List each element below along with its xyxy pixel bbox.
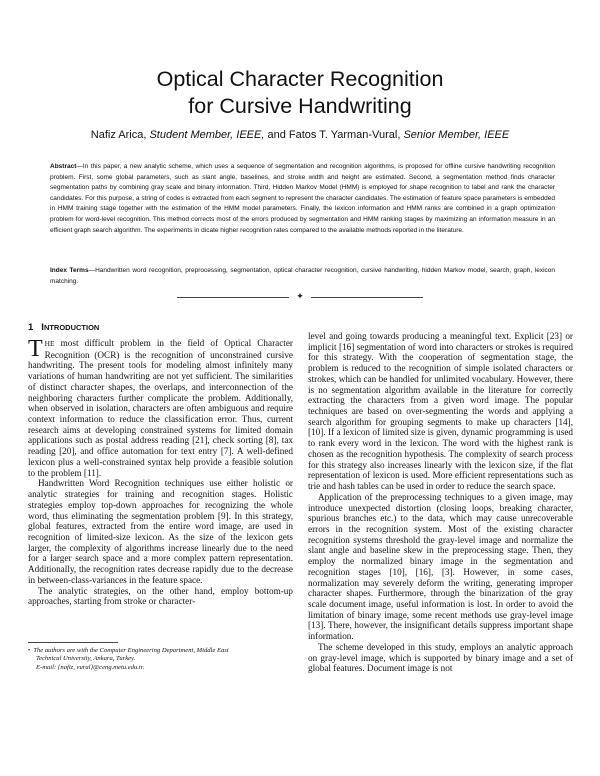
author-list bbox=[0, 129, 600, 141]
drop-cap: T bbox=[28, 336, 43, 362]
index-terms-text: —Handwritten word recognition, preprocessing, segmentation, optical character recognition, cursive handwriting, hidden Markov model, search, graph, lexicon matching. bbox=[50, 267, 556, 285]
index-terms bbox=[50, 266, 555, 287]
right-paragraph-3: The scheme developed in this study, employs an analytic approach on gray-level image, which is supported by binary image and a set of global features. Document image is not bbox=[308, 641, 573, 674]
left-column bbox=[28, 338, 293, 607]
footnote-line-3: E-mail: {nafiz, vural}@ceng.metu.edu.tr. bbox=[36, 663, 145, 671]
footnote-bullet: • bbox=[28, 647, 31, 654]
section-heading bbox=[28, 322, 99, 333]
abstract-label: Abstract bbox=[50, 163, 77, 170]
left-paragraph-1 bbox=[28, 338, 293, 478]
footnote-text-1: The authors are with the Computer Engineering Department, Middle East bbox=[33, 647, 229, 654]
right-paragraph-1: level and going towards producing a meaningful text. Explicit [23] or implicit [16] segmentation of word into characters or strokes is required for this strategy. With the cooperation of segmentation stage, the problem is reduced to the recognition of simple isolated characters or strokes, which can be handled for unlimited vocabulary. However, there is no segmentation algorithm available in the literature for correctly extracting the characters from a given word image. The popular techniques are based on over-segmenting the words and applying a search algorithm for grouping segments to make up characters [14], [10]. If a lexicon of limited size is given, dynamic programming is used to rank every word in the lexicon. The word with the highest rank is chosen as the recognition hypothesis. The complexity of search process for this strategy also increases linearly with the lexicon size, if the flat representation of lexicon is used. More efficient representations such as trie and hash tables can be used in order to reduce the search space. bbox=[308, 331, 573, 492]
footnote-line-1 bbox=[28, 647, 293, 655]
title-line-1: Optical Character Recognition bbox=[156, 67, 444, 91]
title-line-2: for Cursive Handwriting bbox=[188, 94, 412, 118]
author-2-role: Senior Member, IEEE bbox=[403, 129, 510, 141]
drop-cap-continuation: HE bbox=[44, 339, 55, 348]
author-connector: and bbox=[267, 129, 286, 141]
right-paragraph-2: Application of the preprocessing techniques to a given image, may introduce unexpected distortion (closing loops, breaking character, spurious branches etc.) to the data, which may cause unrecoverable errors in the recognition system. Most of the existing character recognition systems threshold the gray-level image and normalize the slant angle and baseline skew in the preprocessing stage. Then, they employ the normalized binary image in the segmentation and recognition stages [10], [16], [3]. However, in some cases, normalization may severely deform the writing, generating improper character shapes. Furthermore, through the binarization of the gray scale document image, useful information is lost. In order to avoid the limitation of binary image, some recent methods use gray-level image [13]. There, however, the insignificant details suppress important shape information. bbox=[308, 491, 573, 642]
author-1-name: Nafiz Arica, bbox=[90, 129, 147, 141]
abstract bbox=[50, 162, 555, 236]
footnote-line-2: Technical University, Ankara, Turkey. bbox=[36, 655, 136, 663]
left-paragraph-2: Handwritten Word Recognition techniques use either holistic or analytic strategies for training and recognition stages. Holistic strategies employ top-down approaches for recognizing the whole word, thus eliminating the segmentation problem [9]. In this strategy, global features, extracted from the entire word image, are used in recognition of limited-size lexicon. As the size of the lexicon gets larger, the complexity of algorithms increase linearly due to the need for a larger search space and a more complex pattern representation. Additionally, the recognition rates decrease rapidly due to the decrease in between-class-variances in the feature space. bbox=[28, 478, 293, 585]
divider-rule-left bbox=[177, 297, 289, 298]
divider-rule-right bbox=[311, 297, 423, 298]
section-title-initial: I bbox=[41, 322, 44, 333]
index-terms-label: Index Terms bbox=[50, 267, 89, 274]
abstract-text: —In this paper, a new analytic scheme, which uses a sequence of segmentation and recognition algorithms, is proposed for offline cursive handwriting recognition problem. First, some global parameters, such as slant angle, baselines, and stroke width and height are estimated. Second, a segmentation method finds character segmentation paths by combining gray scale and binary information. Third, Hidden Markov Model (HMM) is employed for shape recognition to label and rank the character candidates. For this purpose, a string of codes is extracted from each segment to represent the character candidates. The estimation of feature space parameters is embedded in HMM training stage together with the estimation of the HMM model parameters. Finally, the lexicon information and HMM ranks are combined in a graph optimization problem for word-level recognition. This method corrects most of the errors produced by segmentation and HMM ranking stages by maximizing an information measure in an efficient graph search algorithm. The experiments in dicate higher recognition rates compared to the available methods reported in the literature. bbox=[50, 163, 555, 234]
author-1-role: Student Member, IEEE, bbox=[149, 129, 265, 141]
right-column bbox=[308, 331, 573, 674]
paper-title bbox=[0, 66, 600, 120]
author-2-name: Fatos T. Yarman-Vural, bbox=[288, 129, 401, 141]
section-number: 1 bbox=[28, 322, 34, 333]
left-paragraph-1-text: most difficult problem in the field of Optical Character Recognition (OCR) is the recognition of unconstrained cursive handwriting. The present tools for modeling almost infinitely many variations of human handwriting are not yet sufficient. The similarities of distinct character shapes, the overlaps, and interconnection of the neighboring characters further complicate the problem. Additionally, when observed in isolation, characters are often ambiguous and require context information to reduce the classification error. Thus, current research aims at developing constrained systems for limited domain applications such as postal address reading [21], check sorting [8], tax reading [20], and office automation for text entry [7]. A well-defined lexicon plus a well-constrained syntax help provide a feasible solution to the problem [11]. bbox=[28, 338, 293, 478]
section-title-rest: NTRODUCTION bbox=[43, 323, 100, 332]
footnote-rule bbox=[28, 642, 118, 643]
left-paragraph-3: The analytic strategies, on the other hand, employ bottom-up approaches, starting from stroke or character- bbox=[28, 585, 293, 607]
divider-diamond-icon: ✦ bbox=[296, 292, 304, 302]
footnote bbox=[28, 647, 293, 672]
